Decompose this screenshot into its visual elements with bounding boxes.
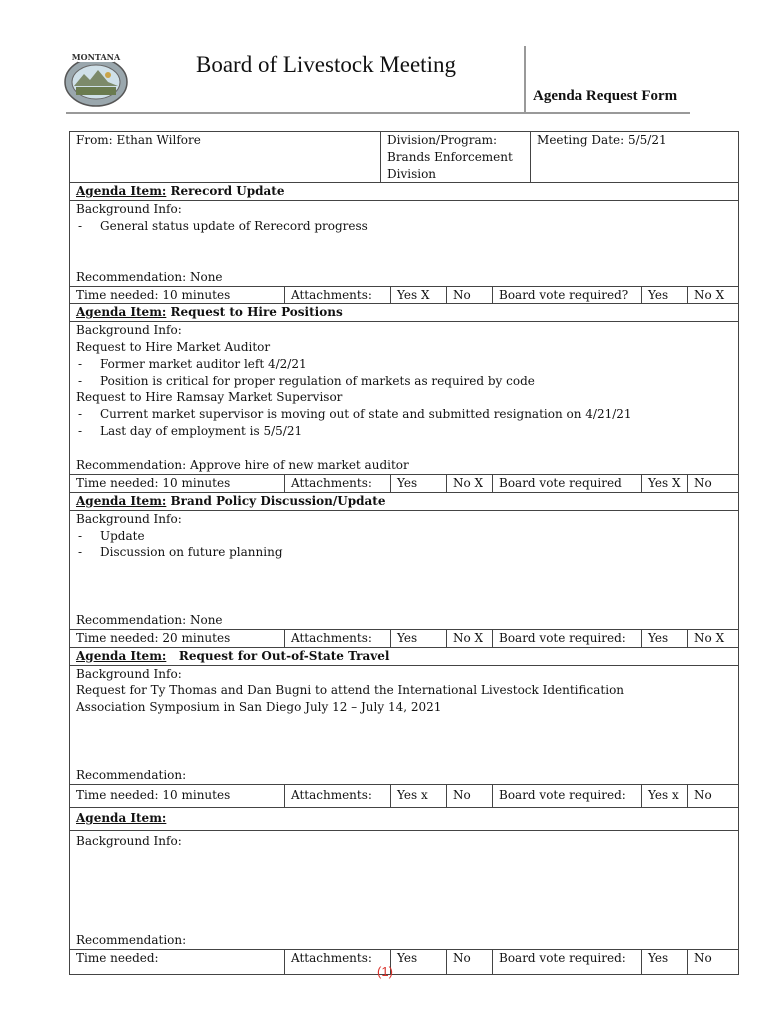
time-needed: Time needed: 10 minutes xyxy=(70,286,285,304)
time-needed: Time needed: 10 minutes xyxy=(70,784,285,807)
item-body-row xyxy=(70,201,739,286)
vote-label: Board vote required xyxy=(493,475,642,493)
header-divider-horizontal xyxy=(66,112,690,114)
time-needed: Time needed: xyxy=(70,949,285,974)
vote-yes: Yes X xyxy=(642,475,688,493)
page-number: (1) xyxy=(377,964,393,979)
attachments-yes: Yes X xyxy=(391,286,447,304)
agenda-request-table xyxy=(69,131,739,975)
recommendation: Recommendation: xyxy=(76,932,187,947)
vote-no: No X xyxy=(688,286,739,304)
montana-seal-logo xyxy=(62,50,130,108)
svg-text:MONTANA: MONTANA xyxy=(71,52,121,62)
item-title-row xyxy=(70,183,739,201)
body-text: Request for Ty Thomas and Dan Bugni to attend the International Livestock Identification Association Symposium in San Diego July 12 – July 14, 2021 xyxy=(76,683,625,715)
agenda-item-title: Agenda Item: xyxy=(70,807,739,830)
bullet-item: - General status update of Rerecord progress xyxy=(76,218,732,235)
item-title-row xyxy=(70,647,739,665)
agenda-item-title: Agenda Item: Request for Out-of-State Travel xyxy=(70,647,739,665)
item-footer-row xyxy=(70,784,739,807)
background-label: Background Info: xyxy=(76,833,182,848)
recommendation: Recommendation: None xyxy=(76,613,223,628)
item-body-row xyxy=(70,830,739,949)
attachments-label: Attachments: xyxy=(285,475,391,493)
item-title-row xyxy=(70,304,739,322)
attachments-no: No xyxy=(447,949,493,974)
agenda-item-body xyxy=(70,830,739,949)
meeting-date-cell xyxy=(531,132,739,183)
agenda-item-title: Agenda Item: Brand Policy Discussion/Update xyxy=(70,492,739,510)
vote-yes: Yes xyxy=(642,286,688,304)
header-divider-vertical xyxy=(524,46,526,114)
bullet-item: - Last day of employment is 5/5/21 xyxy=(76,423,732,440)
agenda-item-title: Agenda Item: Rerecord Update xyxy=(70,183,739,201)
vote-label: Board vote required: xyxy=(493,949,642,974)
agenda-item-body xyxy=(70,322,739,475)
bullet-item: - Update xyxy=(76,528,732,545)
time-needed: Time needed: 10 minutes xyxy=(70,475,285,493)
item-body-row xyxy=(70,322,739,475)
bullet-item: - Current market supervisor is moving out of state and submitted resignation on 4/21/21 xyxy=(76,406,732,423)
page-title: Board of Livestock Meeting xyxy=(196,52,456,77)
item-footer-row xyxy=(70,286,739,304)
background-label: Background Info: xyxy=(76,511,182,526)
body-text: Request to Hire Market Auditor xyxy=(76,339,271,354)
item-body-row xyxy=(70,665,739,784)
attachments-no: No xyxy=(447,784,493,807)
attachments-yes: Yes xyxy=(391,629,447,647)
item-footer-row xyxy=(70,475,739,493)
time-needed: Time needed: 20 minutes xyxy=(70,629,285,647)
attachments-label: Attachments: xyxy=(285,784,391,807)
background-label: Background Info: xyxy=(76,202,182,217)
attachments-no: No X xyxy=(447,475,493,493)
vote-no: No xyxy=(688,949,739,974)
bullet-item: - Former market auditor left 4/2/21 xyxy=(76,356,732,373)
attachments-no: No X xyxy=(447,629,493,647)
attachments-yes: Yes x xyxy=(391,784,447,807)
item-body-row xyxy=(70,510,739,629)
attachments-yes: Yes xyxy=(391,949,447,974)
vote-label: Board vote required: xyxy=(493,629,642,647)
recommendation: Recommendation: None xyxy=(76,269,223,284)
vote-label: Board vote required? xyxy=(493,286,642,304)
agenda-item-title: Agenda Item: Request to Hire Positions xyxy=(70,304,739,322)
item-title-row xyxy=(70,492,739,510)
background-label: Background Info: xyxy=(76,323,182,338)
bullet-item: - Position is critical for proper regulation of markets as required by code xyxy=(76,373,732,390)
meta-row xyxy=(70,132,739,183)
meeting-date-field: Meeting Date: 5/5/21 xyxy=(537,133,667,147)
division-cell xyxy=(381,132,531,183)
background-label: Background Info: xyxy=(76,666,182,681)
body-text: Request to Hire Ramsay Market Supervisor xyxy=(76,390,343,405)
attachments-yes: Yes xyxy=(391,475,447,493)
division-field: Division/Program: Brands Enforcement Division xyxy=(387,133,513,181)
vote-label: Board vote required: xyxy=(493,784,642,807)
vote-no: No xyxy=(688,475,739,493)
vote-yes: Yes xyxy=(642,949,688,974)
attachments-label: Attachments: xyxy=(285,286,391,304)
vote-yes: Yes x xyxy=(642,784,688,807)
item-footer-row xyxy=(70,629,739,647)
attachments-no: No xyxy=(447,286,493,304)
form-subtitle: Agenda Request Form xyxy=(533,88,678,104)
recommendation: Recommendation: xyxy=(76,767,187,782)
item-title-row xyxy=(70,807,739,830)
vote-no: No X xyxy=(688,629,739,647)
bullet-item: - Discussion on future planning xyxy=(76,544,732,561)
agenda-item-body xyxy=(70,201,739,286)
recommendation: Recommendation: Approve hire of new market auditor xyxy=(76,457,409,472)
vote-no: No xyxy=(688,784,739,807)
vote-yes: Yes xyxy=(642,629,688,647)
from-field: From: Ethan Wilfore xyxy=(76,133,201,147)
agenda-item-body xyxy=(70,665,739,784)
agenda-item-body xyxy=(70,510,739,629)
attachments-label: Attachments: xyxy=(285,629,391,647)
from-cell xyxy=(70,132,381,183)
attachments-label: Attachments: xyxy=(285,949,391,974)
